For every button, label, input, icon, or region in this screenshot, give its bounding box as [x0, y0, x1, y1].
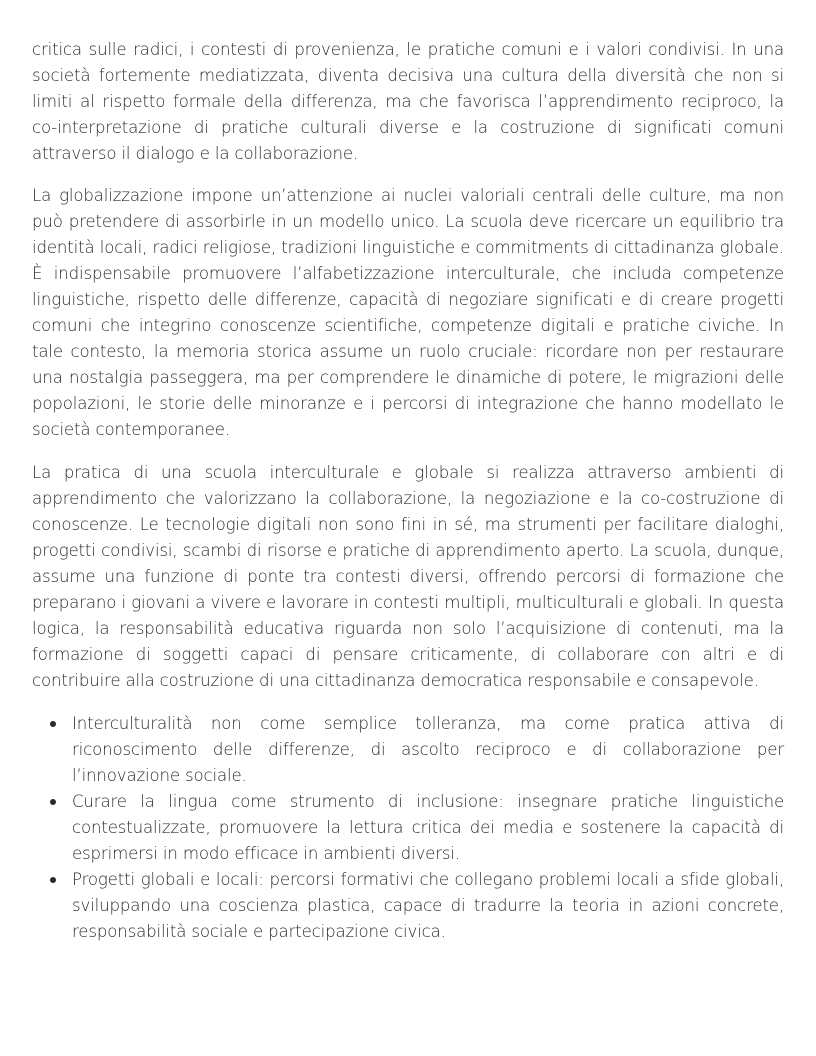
paragraph-1: critica sulle radici, i contesti di provenienza, le pratiche comuni e i valori condivisi. In una società fortemente mediatizzata, diventa decisiva una cultura della diversità che non si limiti al rispetto formale della differenza, ma che favorisca l’apprendimento reciproco, la co-interpretazione di pratiche culturali diverse e la costruzione di significati comuni attraverso il dialogo e la collaborazione.	[32, 40, 784, 163]
bullet-dot-icon	[50, 721, 56, 727]
document-page	[32, 37, 784, 945]
paragraph-2: La globalizzazione impone un’attenzione ai nuclei valoriali centrali delle culture, ma non può pretendere di assorbirle in un modello unico. La scuola deve ricercare un equilibrio tra identità locali, radici religiose, tradizioni linguistiche e commitments di cittadinanza globale. È indispensabile promuovere l’alfabetizzazione interculturale, che includa competenze linguistiche, rispetto delle differenze, capacità di negoziare significati e di creare progetti comuni che integrino conoscenze scientifiche, competenze digitali e pratiche civiche. In tale contesto, la memoria storica assume un ruolo cruciale: ricordare non per restaurare una nostalgia passeggera, ma per comprendere le dinamiche di potere, le migrazioni delle popolazioni, le storie delle minoranze e i percorsi di integrazione che hanno modellato le società contemporanee.	[32, 186, 784, 439]
bullet-item-3	[72, 867, 784, 945]
bullet-text-1: Interculturalità non come semplice tolleranza, ma come pratica attiva di riconoscimento delle differenze, di ascolto reciproco e di collaborazione per l’innovazione sociale.	[72, 714, 784, 785]
bullet-item-2	[72, 789, 784, 867]
bullet-text-3: Progetti globali e locali: percorsi formativi che collegano problemi locali a sfide globali, sviluppando una coscienza plastica, capace di tradurre la teoria in azioni concrete, responsabilità sociale e partecipazione civica.	[72, 870, 784, 941]
bullet-list	[32, 711, 784, 945]
bullet-item-1	[72, 711, 784, 789]
bullet-text-2: Curare la lingua come strumento di inclusione: insegnare pratiche linguistiche contestualizzate, promuovere la lettura critica dei media e sostenere la capacità di esprimersi in modo efficace in ambienti diversi.	[72, 792, 784, 863]
bullet-dot-icon	[50, 799, 56, 805]
bullet-dot-icon	[50, 877, 56, 883]
paragraph-3: La pratica di una scuola interculturale e globale si realizza attraverso ambienti di apprendimento che valorizzano la collaborazione, la negoziazione e la co-costruzione di conoscenze. Le tecnologie digitali non sono fini in sé, ma strumenti per facilitare dialoghi, progetti condivisi, scambi di risorse e pratiche di apprendimento aperto. La scuola, dunque, assume una funzione di ponte tra contesti diversi, offrendo percorsi di formazione che preparano i giovani a vivere e lavorare in contesti multipli, multiculturali e globali. In questa logica, la responsabilità educativa riguarda non solo l’acquisizione di contenuti, ma la formazione di soggetti capaci di pensare criticamente, di collaborare con altri e di contribuire alla costruzione di una cittadinanza democratica responsabile e consapevole.	[32, 463, 784, 690]
